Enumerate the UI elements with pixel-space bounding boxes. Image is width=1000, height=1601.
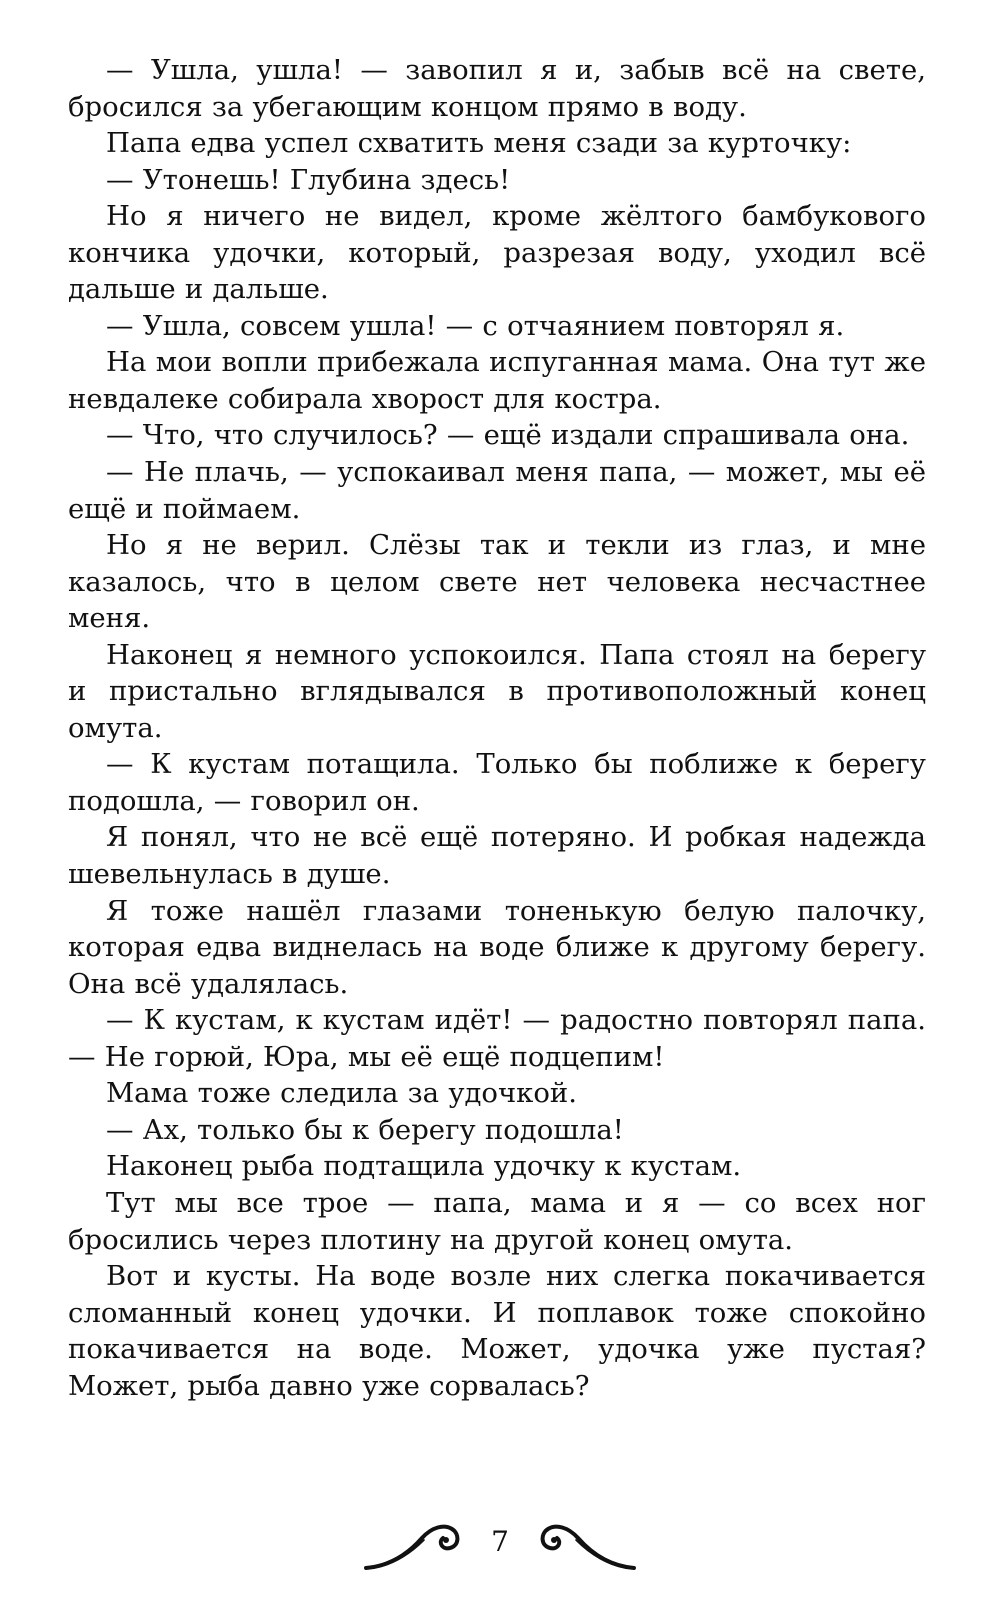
paragraph: Я тоже нашёл глазами тоненькую белую палочку, которая едва виднелась на воде ближе к другому берегу. Она всё удалялась. [68,894,926,1000]
paragraph: — К кустам потащила. Только бы поближе к берегу подошла, — говорил он. [68,748,926,817]
paragraph: Папа едва успел схватить меня сзади за курточку: [106,127,852,160]
swirl-ornament-icon [530,1516,640,1574]
paragraph: Но я ничего не видел, кроме жёлтого бамбукового кончика удочки, который, разрезая воду, уходил всё дальше и дальше. [68,200,926,306]
paragraph: — К кустам, к кустам идёт! — радостно повторял папа. — Не горюй, Юра, мы её ещё подцепим! [68,1004,926,1073]
page-number: 7 [491,1525,509,1558]
paragraph: Вот и кусты. На воде возле них слегка покачивается сломанный конец удочки. И поплавок тоже спокойно покачивается на воде. Может, удочка уже пустая? Может, рыба давно уже сорвалась? [68,1260,926,1402]
paragraph: — Не плачь, — успокаивал меня папа, — может, мы её ещё и поймаем. [68,456,926,525]
paragraph: Мама тоже следила за удочкой. [106,1077,577,1110]
swirl-ornament-icon [360,1516,470,1574]
paragraph: На мои вопли прибежала испуганная мама. Она тут же невдалеке собирала хворост для костра. [68,346,926,415]
paragraph: — Утонешь! Глубина здесь! [106,163,511,196]
page-footer [0,1510,1000,1580]
paragraph: — Ах, только бы к берегу подошла! [106,1113,624,1146]
paragraph: Наконец рыба подтащила удочку к кустам. [106,1150,742,1183]
paragraph: — Что, что случилось? — ещё издали спрашивала она. [106,419,910,452]
paragraph: — Ушла, совсем ушла! — с отчаянием повторял я. [106,309,845,342]
paragraph: Но я не верил. Слёзы так и текли из глаз, и мне казалось, что в целом свете нет человека несчастнее меня. [68,529,926,635]
paragraph: Наконец я немного успокоился. Папа стоял на берегу и пристально вглядывался в противоположный конец омута. [68,638,926,744]
paragraph: Тут мы все трое — папа, мама и я — со всех ног бросились через плотину на другой конец омута. [68,1186,926,1256]
paragraph: — Ушла, ушла! — завопил я и, забыв всё на свете, бросился за убегающим концом прямо в воду. [68,54,926,123]
story-text [68,52,926,1404]
paragraph: Я понял, что не всё ещё потеряно. И робкая надежда шевельнулась в душе. [68,821,926,891]
page-body [68,52,926,1404]
